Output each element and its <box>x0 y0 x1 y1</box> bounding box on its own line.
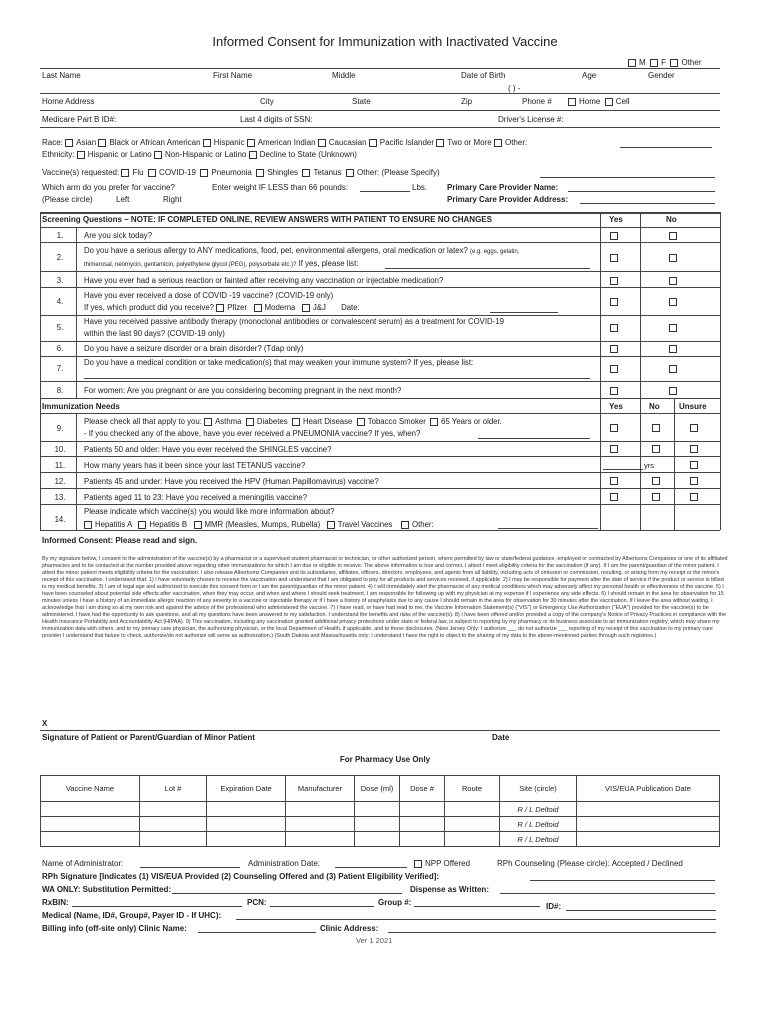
ethnicity-checkbox[interactable] <box>154 151 162 159</box>
yes-checkbox[interactable] <box>610 387 618 395</box>
race-option: Other: <box>504 138 528 147</box>
info-checkbox[interactable] <box>194 521 202 529</box>
admin-date-label: Administration Date: <box>248 859 321 868</box>
moderna-label: Moderna <box>264 303 296 312</box>
col-route: Route <box>445 776 500 802</box>
race-checkbox[interactable] <box>494 139 502 147</box>
race-row <box>42 138 527 147</box>
question-number: 14. <box>54 515 66 524</box>
daw-line[interactable] <box>500 893 715 894</box>
arm-question: Which arm do you prefer for vaccine? <box>42 183 175 192</box>
divider <box>40 93 720 94</box>
ethnicity-option: Decline to State (Unknown) <box>259 150 357 159</box>
question-number: 5. <box>56 323 64 332</box>
yes-checkbox[interactable] <box>610 493 618 501</box>
pcp-line <box>568 191 715 192</box>
no-checkbox[interactable] <box>669 365 677 373</box>
question-12: Patients 45 and under: Have you received the HPV (Human Papillomavirus) vaccine? <box>84 477 379 486</box>
signature-line[interactable] <box>40 730 720 731</box>
question-number: 10. <box>54 445 66 454</box>
circle-label: (Please circle) <box>42 195 93 204</box>
race-option: Pacific Islander <box>379 138 435 147</box>
question-number: 1. <box>56 231 64 240</box>
clinic-address-line[interactable] <box>388 932 716 933</box>
yes-checkbox[interactable] <box>610 365 618 373</box>
needs-yes-header: Yes <box>609 402 623 411</box>
row-line <box>40 227 720 228</box>
race-option: Hispanic <box>213 138 245 147</box>
condition-label: 65 Years or older. <box>441 417 502 426</box>
question-number: 4. <box>56 297 64 306</box>
row-line <box>40 341 720 342</box>
medical-line[interactable] <box>236 919 716 920</box>
last-name-label: Last Name <box>42 71 81 80</box>
license-label: Driver's License #: <box>498 115 564 124</box>
vaccine-option: Tetanus <box>313 168 342 177</box>
row-line <box>40 530 720 531</box>
no-checkbox[interactable] <box>669 298 677 306</box>
pharmacy-table <box>40 775 720 847</box>
no-checkbox[interactable] <box>652 477 660 485</box>
ethnicity-checkbox[interactable] <box>249 151 257 159</box>
no-checkbox[interactable] <box>669 345 677 353</box>
unsure-checkbox[interactable] <box>690 461 698 469</box>
phone-format: ( ) - <box>508 84 521 93</box>
gender-m-label: M <box>639 58 646 67</box>
info-label: MMR (Measles, Mumps, Rubella) <box>204 520 321 529</box>
vaccine-option: Pneumonia <box>211 168 252 177</box>
col-site: Site (circle) <box>500 776 577 802</box>
answer-line <box>84 378 590 379</box>
yes-checkbox[interactable] <box>610 445 618 453</box>
yes-header: Yes <box>609 215 623 224</box>
daw-label: Dispense as Written: <box>410 885 489 894</box>
npp-checkbox[interactable] <box>414 860 422 868</box>
pcn-line[interactable] <box>270 906 374 907</box>
pcp-label: Primary Care Provider Name: <box>447 183 559 192</box>
group-line[interactable] <box>414 906 540 907</box>
question-3: Have you ever had a serious reaction or fainted after receiving any vaccination or injectable medication? <box>84 276 444 285</box>
question-6: Do you have a seizure disorder or a brain disorder? (Tdap only) <box>84 344 304 353</box>
vaccines-label: Vaccine(s) requested: <box>42 168 120 177</box>
question-2-list: thimerosal, neomycin, gentamicin, polyethylene glycol (PEG), polysorbate etc.)? <box>84 262 297 268</box>
question-number: 12. <box>54 477 66 486</box>
ssn-label: Last 4 digits of SSN: <box>240 115 313 124</box>
vaccine-option: Other: (Please Specify) <box>356 168 440 177</box>
question-number: 2. <box>56 253 64 262</box>
ethnicity-checkbox[interactable] <box>77 151 85 159</box>
yes-checkbox[interactable] <box>610 254 618 262</box>
question-number: 8. <box>56 386 64 395</box>
question-2-example: (e.g. eggs, gelatin, <box>470 249 520 255</box>
question-9-text: Please check all that apply to you: <box>84 417 202 426</box>
row-line <box>40 488 720 489</box>
question-2 <box>84 246 519 255</box>
no-header: No <box>666 215 677 224</box>
table-border <box>674 398 675 530</box>
race-checkbox[interactable] <box>436 139 444 147</box>
vaccine-other-line <box>540 177 715 178</box>
race-checkbox[interactable] <box>65 139 73 147</box>
phone-type <box>568 97 630 106</box>
consent-header: Informed Consent: Please read and sign. <box>42 536 198 545</box>
table-row <box>41 817 720 832</box>
pharmacy-title: For Pharmacy Use Only <box>339 755 431 764</box>
yes-checkbox[interactable] <box>610 424 618 432</box>
pcn-label: PCN: <box>247 898 267 907</box>
col-expiration: Expiration Date <box>207 776 286 802</box>
row-line <box>40 287 720 288</box>
row-line <box>40 472 720 473</box>
state-label: State <box>352 97 371 106</box>
wa-line[interactable] <box>172 893 402 894</box>
id-line[interactable] <box>566 910 716 911</box>
gender-label: Gender <box>648 71 675 80</box>
wa-label: WA ONLY: Substitution Permitted: <box>42 885 172 894</box>
gender-f-checkbox[interactable] <box>650 59 658 67</box>
answer-line <box>498 528 598 529</box>
table-row <box>41 832 720 847</box>
yes-checkbox[interactable] <box>610 477 618 485</box>
race-checkbox[interactable] <box>247 139 255 147</box>
race-label: Race: <box>42 138 63 147</box>
race-checkbox[interactable] <box>318 139 326 147</box>
question-7: Do you have a medical condition or take medication(s) that may weaken your immune system? If yes, please list: <box>84 358 474 367</box>
gender-other-label: Other <box>681 58 702 67</box>
unsure-checkbox[interactable] <box>690 493 698 501</box>
weight-line <box>360 191 410 192</box>
unsure-checkbox[interactable] <box>690 424 698 432</box>
yes-checkbox[interactable] <box>610 277 618 285</box>
row-line <box>40 315 720 316</box>
ethnicity-option: Non-Hispanic or Latino <box>164 150 247 159</box>
pcp-address-label: Primary Care Provider Address: <box>447 195 569 204</box>
needs-unsure-header: Unsure <box>679 402 707 411</box>
npp-row <box>414 859 470 868</box>
date-label: Date <box>492 733 510 742</box>
condition-label: Diabetes <box>256 417 288 426</box>
id-label: ID#: <box>546 902 562 911</box>
question-number: 11. <box>54 461 66 470</box>
signature-label: Signature of Patient or Parent/Guardian of Minor Patient <box>42 733 255 742</box>
col-vaccine-name: Vaccine Name <box>41 776 140 802</box>
vaccine-checkbox[interactable] <box>256 169 264 177</box>
signature-x: X <box>42 719 48 728</box>
row-line <box>40 398 720 399</box>
vaccine-option: Flu <box>132 168 144 177</box>
yrs-label: yrs <box>644 461 654 470</box>
admin-date-line[interactable] <box>335 867 407 868</box>
yes-checkbox[interactable] <box>610 345 618 353</box>
moderna-checkbox[interactable] <box>254 304 262 312</box>
needs-no-header: No <box>649 402 660 411</box>
needs-header: Immunization Needs <box>42 402 120 411</box>
condition-checkbox[interactable] <box>430 418 438 426</box>
cell-checkbox[interactable] <box>605 98 613 106</box>
question-number: 6. <box>56 344 64 353</box>
row-line <box>40 504 720 505</box>
table-border <box>640 398 641 530</box>
question-2-text: Do you have a serious allergy to ANY medications, food, pet, environmental allergens, oral medication or latex? <box>84 246 468 255</box>
col-lot: Lot # <box>140 776 207 802</box>
vaccine-checkbox[interactable] <box>346 169 354 177</box>
phone-label: Phone # <box>522 97 552 106</box>
years-line <box>603 469 643 470</box>
gender-f-label: F <box>661 58 667 67</box>
vaccine-checkbox[interactable] <box>148 169 156 177</box>
info-checkbox[interactable] <box>84 521 92 529</box>
question-10: Patients 50 and older: Have you ever received the SHINGLES vaccine? <box>84 445 332 454</box>
no-checkbox[interactable] <box>669 277 677 285</box>
jj-checkbox[interactable] <box>302 304 310 312</box>
row-line <box>40 242 720 243</box>
pfizer-label: Pfizer <box>227 303 248 312</box>
unsure-checkbox[interactable] <box>690 477 698 485</box>
site-cell[interactable]: R / L Deltoid <box>500 802 577 817</box>
info-checkbox[interactable] <box>327 521 335 529</box>
first-name-label: First Name <box>213 71 253 80</box>
no-checkbox[interactable] <box>669 232 677 240</box>
group-label: Group #: <box>378 898 412 907</box>
question-2-ifyes: If yes, please list: <box>298 259 359 268</box>
no-checkbox[interactable] <box>669 254 677 262</box>
dob-label: Date of Birth <box>461 71 506 80</box>
question-4-product: If yes, which product did you receive? <box>84 303 215 312</box>
zip-label: Zip <box>461 97 473 106</box>
no-checkbox[interactable] <box>652 445 660 453</box>
left-arm-option[interactable]: Left <box>116 195 130 204</box>
condition-checkbox[interactable] <box>204 418 212 426</box>
row-line <box>40 456 720 457</box>
question-4b <box>84 303 360 312</box>
yes-checkbox[interactable] <box>610 298 618 306</box>
form-title: Informed Consent for Immunization with Inactivated Vaccine <box>212 34 558 49</box>
race-option: American Indian <box>257 138 316 147</box>
info-label: Hepatitis A <box>95 520 132 529</box>
other-line <box>620 147 712 148</box>
question-8: For women: Are you pregnant or are you considering becoming pregnant in the next month? <box>84 386 402 395</box>
question-9b: - If you checked any of the above, have you ever received a PNEUMONIA vaccine? If yes, when? <box>84 429 421 438</box>
age-label: Age <box>582 71 597 80</box>
table-border <box>40 212 41 530</box>
race-checkbox[interactable] <box>369 139 377 147</box>
race-option: Caucasian <box>328 138 367 147</box>
rph-counseling-label: RPh Counseling (Please circle): Accepted / Declined <box>497 859 683 868</box>
condition-label: Heart Disease <box>302 417 353 426</box>
question-14-options <box>84 520 434 529</box>
condition-checkbox[interactable] <box>292 418 300 426</box>
home-checkbox[interactable] <box>568 98 576 106</box>
date-line <box>490 312 558 313</box>
pfizer-checkbox[interactable] <box>216 304 224 312</box>
info-checkbox[interactable] <box>138 521 146 529</box>
col-manufacturer: Manufacturer <box>286 776 355 802</box>
question-2b <box>84 259 358 268</box>
condition-label: Tobacco Smoker <box>367 417 426 426</box>
ethnicity-row <box>42 150 357 159</box>
question-number: 7. <box>56 364 64 373</box>
condition-label: Asthma <box>215 417 242 426</box>
question-13: Patients aged 11 to 23: Have you received a meningitis vaccine? <box>84 493 308 502</box>
question-14: Please indicate which vaccine(s) you would like more information about? <box>84 507 335 516</box>
condition-checkbox[interactable] <box>357 418 365 426</box>
race-option: Black or African American <box>109 138 201 147</box>
ethnicity-option: Hispanic or Latino <box>87 150 152 159</box>
middle-label: Middle <box>332 71 356 80</box>
info-label: Travel Vaccines <box>337 520 393 529</box>
billing-line[interactable] <box>198 932 316 933</box>
col-dose-num: Dose # <box>400 776 445 802</box>
rxbin-line[interactable] <box>72 906 242 907</box>
row-line <box>40 413 720 414</box>
question-11: How many years has it been since your last TETANUS vaccine? <box>84 461 306 470</box>
rph-signature-line[interactable] <box>530 880 715 881</box>
clinic-address-label: Clinic Address: <box>320 924 379 933</box>
question-9 <box>84 417 502 426</box>
row-line <box>40 271 720 272</box>
cell-label: Cell <box>615 97 630 106</box>
race-option: Two or More <box>447 138 492 147</box>
table-border <box>76 227 77 398</box>
site-cell[interactable]: R / L Deltoid <box>500 832 577 847</box>
yes-checkbox[interactable] <box>610 232 618 240</box>
col-dose-ml: Dose (ml) <box>355 776 400 802</box>
question-number: 9. <box>56 424 64 433</box>
consent-body: By my signature below, I consent to the administration of the vaccine(s) by a pharmacist or a supervised student pharmacist or technician, or other authorized person, where permitted by law or state/federal guidance, employed or contracted by Albertsons Companies or one of its affiliated pharmacies and to be contacted at the number provided above regarding other immunizations for which I am due or eligible to receive. The above information is true and correct. I attest I meet eligibility criteria for the vaccination (if any). If I am the parent/guardian of the minor patient, I attest the minor patient meets eligibility criteria for the vaccination. I also release Albertsons Companies and its subsidiaries, affiliates, officers, directors, employees, and agents from all liability, including acts of omission or commission, resulting, or arising from my receipt or the minor's receipt of this vaccination. I understand that: 1) I have voluntarily chosen to receive the vaccination and understand that I am obligated to pay for all products and services received, if applicable. 2) I may be responsible for payment after the date of service if the product or service is billed to my medical benefits. 3) I am of legal age and authorized to execute this consent form or I am the parent/guardian of the minor patient. 4) I will immediately alert the pharmacist of any medical conditions which may adversely affect my personal health or effectiveness of the vaccine. 5) I have been counseled about potential side effects after vaccination, when they may occur, and when and where I should seek treatment. I am responsible for following up with my physician at my expense if I experience any side effects. 6) I should remain in the area for observation for 15 minutes unless I have a history of an immediate allergic reaction of any severity to a vaccine or injectable therapy or if I have a history of anaphylaxis due to any cause I should remain in the area for observation for 30 minutes after the vaccination. If I leave the area without waiting, I acknowledge that I am doing so at my own risk and against the advice of the professional who administered the vaccine. 7) I have read, or have had read to me, the Vaccine Information Statement(s) ("VIS") or Emergency Use Authorization ("EUA") provided for the vaccine(s) to be administered. I have had the opportunity to ask questions, and all my questions have been answered to my satisfaction. I understand the benefits and risks of the vaccine(s). 8) I have been offered and/or provided a copy of the company's Notice of Privacy Practices in compliance with the Health Insurance Portability and Accountability Act (HIPAA). 9) This vaccination, including any vaccination granted additional privacy protections under state or federal law, is subject to reporting by my pharmacy or its business associate to an immunization registry, which may share my immunization data with others, and to my primary care physician, the authorizing physician, or the local Department of Health, if applicable, and to those disclosures. (New Jersey Only: I authorize ___ do not authorize ___ reporting of my receipt of this vaccination to my primary care provider I understand that failure to check, authorize/do not authorize will serve as authorization.) (South Dakota and Massachusetts only: I understand I have the right to object to the sharing of my data to the above-mentioned parties through such registries.) <box>42 556 728 639</box>
npp-label: NPP Offered <box>425 859 471 868</box>
race-option: Asian <box>76 138 97 147</box>
no-checkbox[interactable] <box>652 424 660 432</box>
divider <box>40 212 720 214</box>
table-border <box>640 212 641 398</box>
table-border <box>600 212 601 530</box>
gender-m-checkbox[interactable] <box>628 59 636 67</box>
site-cell[interactable]: R / L Deltoid <box>500 817 577 832</box>
rph-signature-label: RPh Signature [Indicates (1) VIS/EUA Provided (2) Counseling Offered and (3) Patient Eligibility Verified]: <box>42 872 440 881</box>
divider <box>40 110 720 111</box>
divider <box>40 68 720 69</box>
answer-line <box>385 268 590 269</box>
table-row <box>41 802 720 817</box>
table-border <box>720 212 721 530</box>
row-line <box>40 356 720 357</box>
no-checkbox[interactable] <box>669 387 677 395</box>
question-1: Are you sick today? <box>84 231 153 240</box>
right-arm-option[interactable]: Right <box>163 195 182 204</box>
question-5: Have you received passive antibody therapy (monoclonal antibodies or convalescent serum) as a treatment for COVID-19 <box>84 317 504 326</box>
vaccines-row <box>42 168 440 177</box>
vaccine-checkbox[interactable] <box>302 169 310 177</box>
answer-line <box>478 438 590 439</box>
col-vis: VIS/EUA Publication Date <box>577 776 720 802</box>
medical-label: Medical (Name, ID#, Group#, Payer ID - If UHC): <box>42 911 222 920</box>
version-label: Ver 1 2021 <box>356 936 393 945</box>
question-number: 3. <box>56 276 64 285</box>
info-label: Hepatitis B <box>149 520 188 529</box>
pcp-address-line <box>580 203 715 204</box>
condition-checkbox[interactable] <box>246 418 254 426</box>
medicare-label: Medicare Part B ID#: <box>42 115 117 124</box>
unsure-checkbox[interactable] <box>690 445 698 453</box>
vaccine-checkbox[interactable] <box>121 169 129 177</box>
vaccine-checkbox[interactable] <box>200 169 208 177</box>
gender-options <box>628 58 701 67</box>
question-number: 13. <box>54 493 66 502</box>
administrator-label: Name of Administrator: <box>42 859 124 868</box>
race-checkbox[interactable] <box>203 139 211 147</box>
rxbin-label: RxBIN: <box>42 898 69 907</box>
gender-other-checkbox[interactable] <box>670 59 678 67</box>
vaccine-option: Shingles <box>267 168 299 177</box>
weight-label: Enter weight IF LESS than 66 pounds: <box>212 183 349 192</box>
yes-checkbox[interactable] <box>610 324 618 332</box>
administrator-line[interactable] <box>140 867 240 868</box>
billing-label: Billing info (off-site only) Clinic Name: <box>42 924 187 933</box>
city-label: City <box>260 97 274 106</box>
no-checkbox[interactable] <box>669 324 677 332</box>
jj-label: J&J <box>312 303 326 312</box>
date-label: Date: <box>341 303 360 312</box>
ethnicity-label: Ethnicity: <box>42 150 75 159</box>
vaccine-option: COVID-19 <box>159 168 196 177</box>
home-label: Home <box>579 97 601 106</box>
info-label: Other: <box>412 520 434 529</box>
question-5b: within the last 90 days? (COVID-19 only) <box>84 329 225 338</box>
row-line <box>40 441 720 442</box>
screening-header: Screening Questions – NOTE: IF COMPLETED ONLINE, REVIEW ANSWERS WITH PATIENT TO ENSURE NO CHANGES <box>42 215 492 224</box>
info-checkbox[interactable] <box>401 521 409 529</box>
race-checkbox[interactable] <box>98 139 106 147</box>
divider <box>40 127 720 128</box>
lbs-label: Lbs. <box>412 183 428 192</box>
question-4: Have you ever received a dose of COVID -19 vaccine? (COVID-19 only) <box>84 291 334 300</box>
no-checkbox[interactable] <box>652 493 660 501</box>
home-address-label: Home Address <box>42 97 95 106</box>
row-line <box>40 381 720 382</box>
